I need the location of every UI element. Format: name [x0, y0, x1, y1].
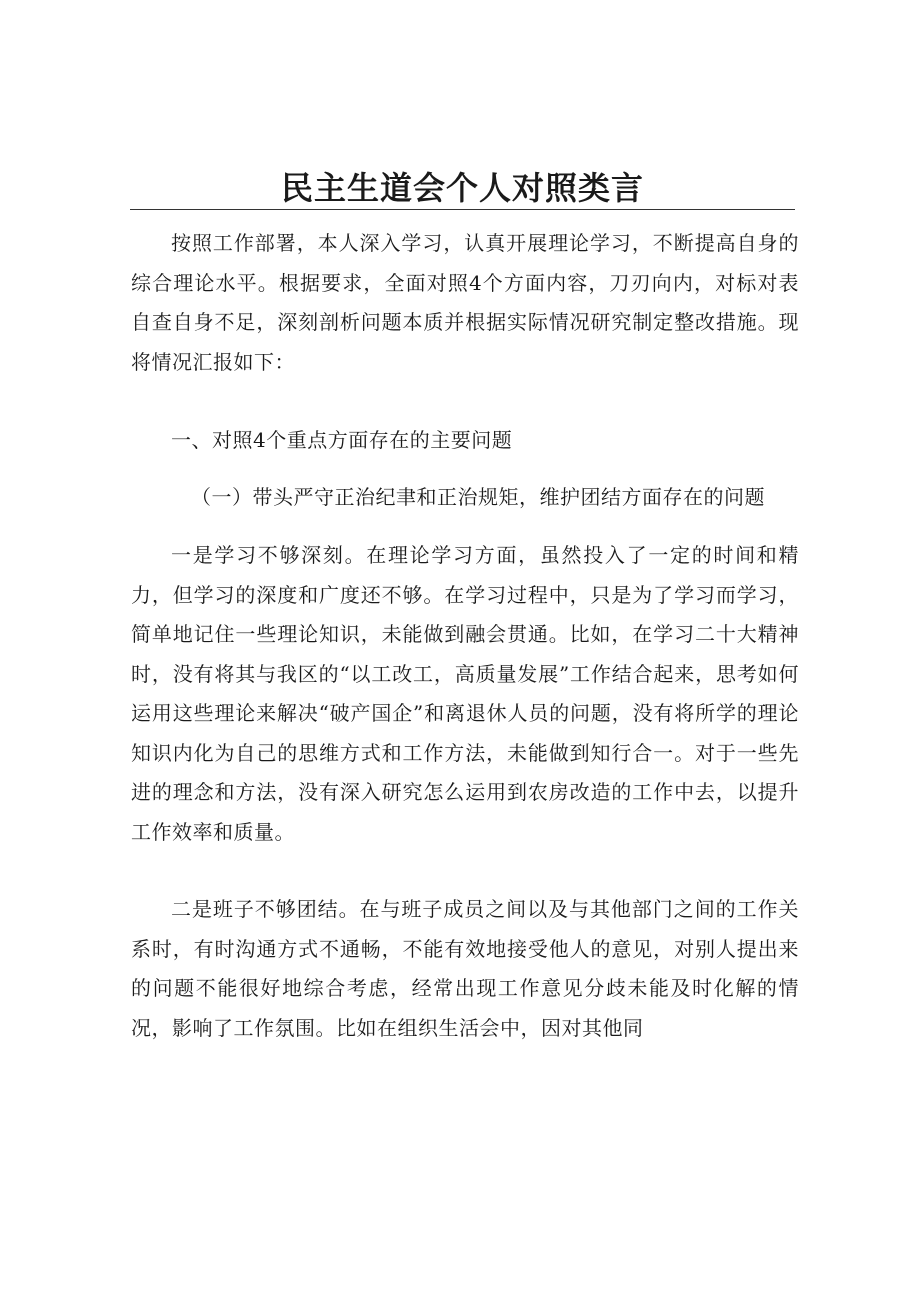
problem-paragraph-1: 一是学习不够深刻。在理论学习方面，虽然投入了一定的时间和精力，但学习的深度和广度还不够。在学习过程中，只是为了学习而学习，简单地记住一些理论知识，未能做到融会贯通。比如，在学习二十大精神时，没有将其与我区的“以工改工，高质量发展”工作结合起来，思考如何运用这些理论来解决“破产国企”和离退休人员的问题，没有将所学的理论知识内化为自己的思维方式和工作方法，未能做到知行合一。对于一些先进的理念和方法，没有深入研究怎么运用到农房改造的工作中去，以提升工作效率和质量。: [131, 543, 799, 844]
title-underline: [130, 209, 795, 210]
document-title: 民主生道会个人对照类言: [280, 169, 644, 207]
intro-paragraph: 按照工作部署，本人深入学习，认真开展理论学习，不断提高自身的综合理论水平。根据要求，全面对照4个方面内容，刀刃向内，对标对表自查自身不足，深刻剖析问题本质并根据实际情况研究制定整改措施。现将情况汇报如下：: [131, 231, 799, 374]
problem-paragraph-2: 二是班子不够团结。在与班子成员之间以及与其他部门之间的工作关系时，有时沟通方式不通畅，不能有效地接受他人的意见，对别人提出来的问题不能很好地综合考虑，经常出现工作意见分歧未能及时化解的情况，影响了工作氛围。比如在组织生活会中，因对其他同: [131, 897, 799, 1040]
section-heading: 一、对照4个重点方面存在的主要问题: [171, 428, 513, 452]
subsection-heading: （一）带头严守正治纪聿和正治规矩，维护团结方面存在的问题: [191, 485, 765, 509]
